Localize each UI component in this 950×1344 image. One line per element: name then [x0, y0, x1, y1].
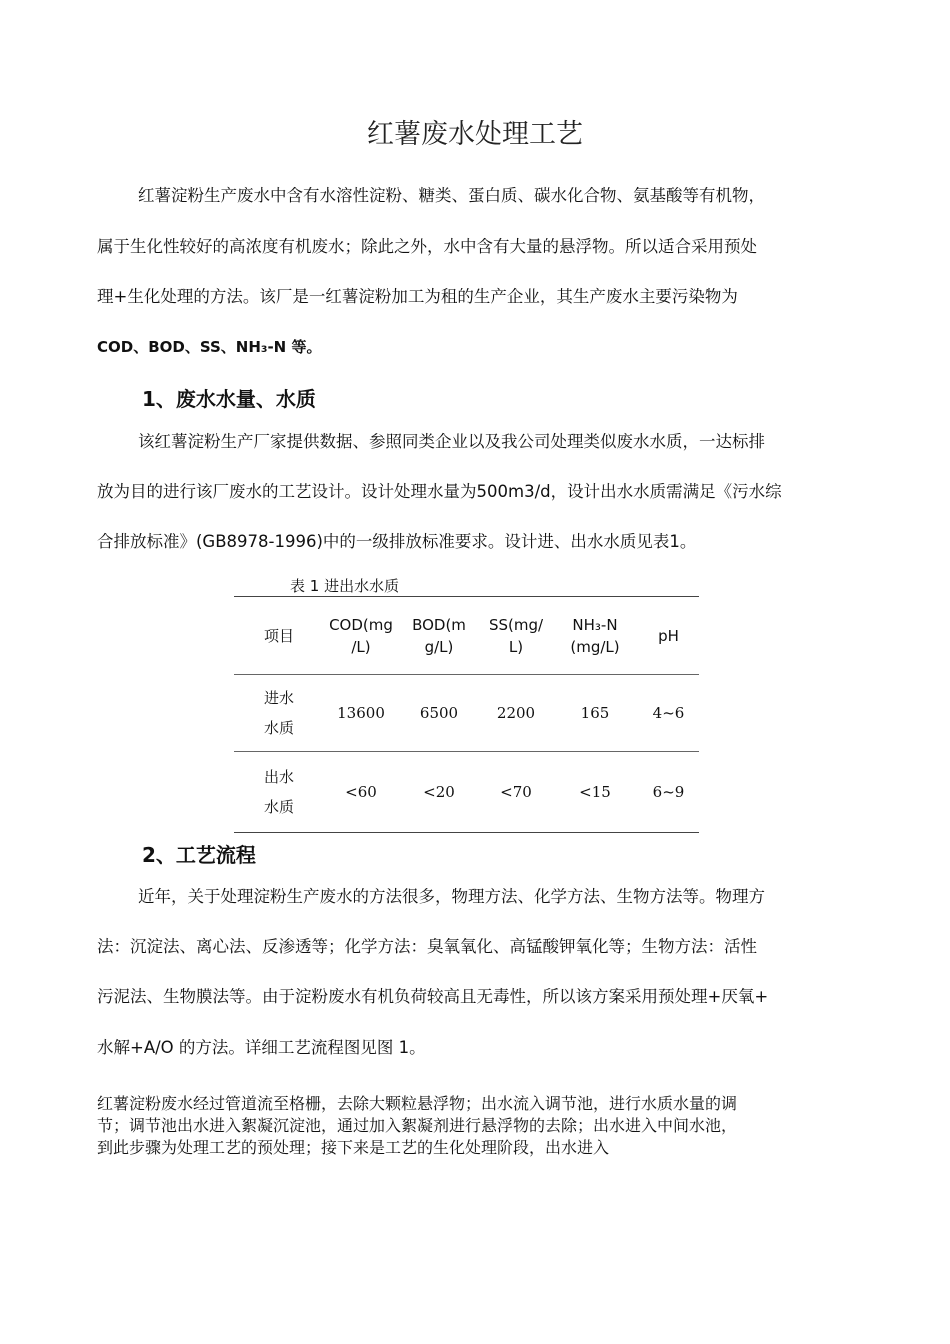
cell-value: 6500 — [398, 675, 480, 752]
intro-line-4: COD、BOD、SS、NH₃-N 等。 — [97, 338, 322, 356]
cell-value: 2200 — [480, 675, 552, 752]
table-row — [234, 752, 699, 833]
cell-value: 165 — [552, 675, 638, 752]
cell-value: <15 — [552, 752, 638, 833]
row-label: 出水 水质 — [234, 752, 324, 833]
intro-line-2: 属于生化性较好的高浓度有机废水；除此之外，水中含有大量的悬浮物。所以适合采用预处 — [97, 237, 757, 256]
section1-line-2: 放为目的进行该厂废水的工艺设计。设计处理水量为500m3/d，设计出水水质需满足《污水综 — [97, 482, 782, 501]
cell-value: <20 — [398, 752, 480, 833]
section2-line-4: 水解+A/O 的方法。详细工艺流程图见图 1。 — [97, 1038, 426, 1057]
row-label: 进水 水质 — [234, 675, 324, 752]
closing-line-2: 节；调节池出水进入絮凝沉淀池，通过加入絮凝剂进行悬浮物的去除；出水进入中间水池， — [97, 1116, 738, 1135]
section1-line-1: 该红薯淀粉生产厂家提供数据、参照同类企业以及我公司处理类似废水水质，一达标排 — [138, 432, 765, 451]
cell-value: 6~9 — [638, 752, 699, 833]
header-nh3n: NH₃-N (mg/L) — [552, 597, 638, 675]
cell-value: 13600 — [324, 675, 398, 752]
table-header-row — [234, 597, 699, 675]
header-ss: SS(mg/ L) — [480, 597, 552, 675]
intro-line-1: 红薯淀粉生产废水中含有水溶性淀粉、糖类、蛋白质、碳水化合物、氨基酸等有机物， — [138, 186, 765, 205]
intro-line-3: 理+生化处理的方法。该厂是一红薯淀粉加工为租的生产企业，其生产废水主要污染物为 — [97, 287, 738, 306]
water-quality-table — [234, 596, 699, 833]
section1-line-3: 合排放标准》(GB8978-1996)中的一级排放标准要求。设计进、出水水质见表1。 — [97, 532, 697, 551]
header-ph: pH — [638, 597, 699, 675]
cell-value: 4~6 — [638, 675, 699, 752]
section2-line-1: 近年，关于处理淀粉生产废水的方法很多，物理方法、化学方法、生物方法等。物理方 — [138, 887, 765, 906]
header-item: 项目 — [234, 597, 324, 675]
closing-line-3: 到此步骤为处理工艺的预处理；接下来是工艺的生化处理阶段，出水进入 — [97, 1138, 610, 1157]
page-title: 红薯废水处理工艺 — [367, 119, 583, 150]
table-row — [234, 675, 699, 752]
section2-heading: 2、工艺流程 — [142, 843, 256, 867]
header-bod: BOD(m g/L) — [398, 597, 480, 675]
cell-value: <60 — [324, 752, 398, 833]
header-cod: COD(mg /L) — [324, 597, 398, 675]
table-caption: 表 1 进出水水质 — [290, 577, 400, 595]
section1-heading: 1、废水水量、水质 — [142, 387, 316, 411]
section2-line-3: 污泥法、生物膜法等。由于淀粉废水有机负荷较高且无毒性，所以该方案采用预处理+厌氧+ — [97, 987, 769, 1006]
section2-line-2: 法：沉淀法、离心法、反渗透等；化学方法：臭氧氧化、高锰酸钾氧化等；生物方法：活性 — [97, 937, 757, 956]
cell-value: <70 — [480, 752, 552, 833]
closing-line-1: 红薯淀粉废水经过管道流至格栅，去除大颗粒悬浮物；出水流入调节池，进行水质水量的调 — [97, 1094, 738, 1113]
